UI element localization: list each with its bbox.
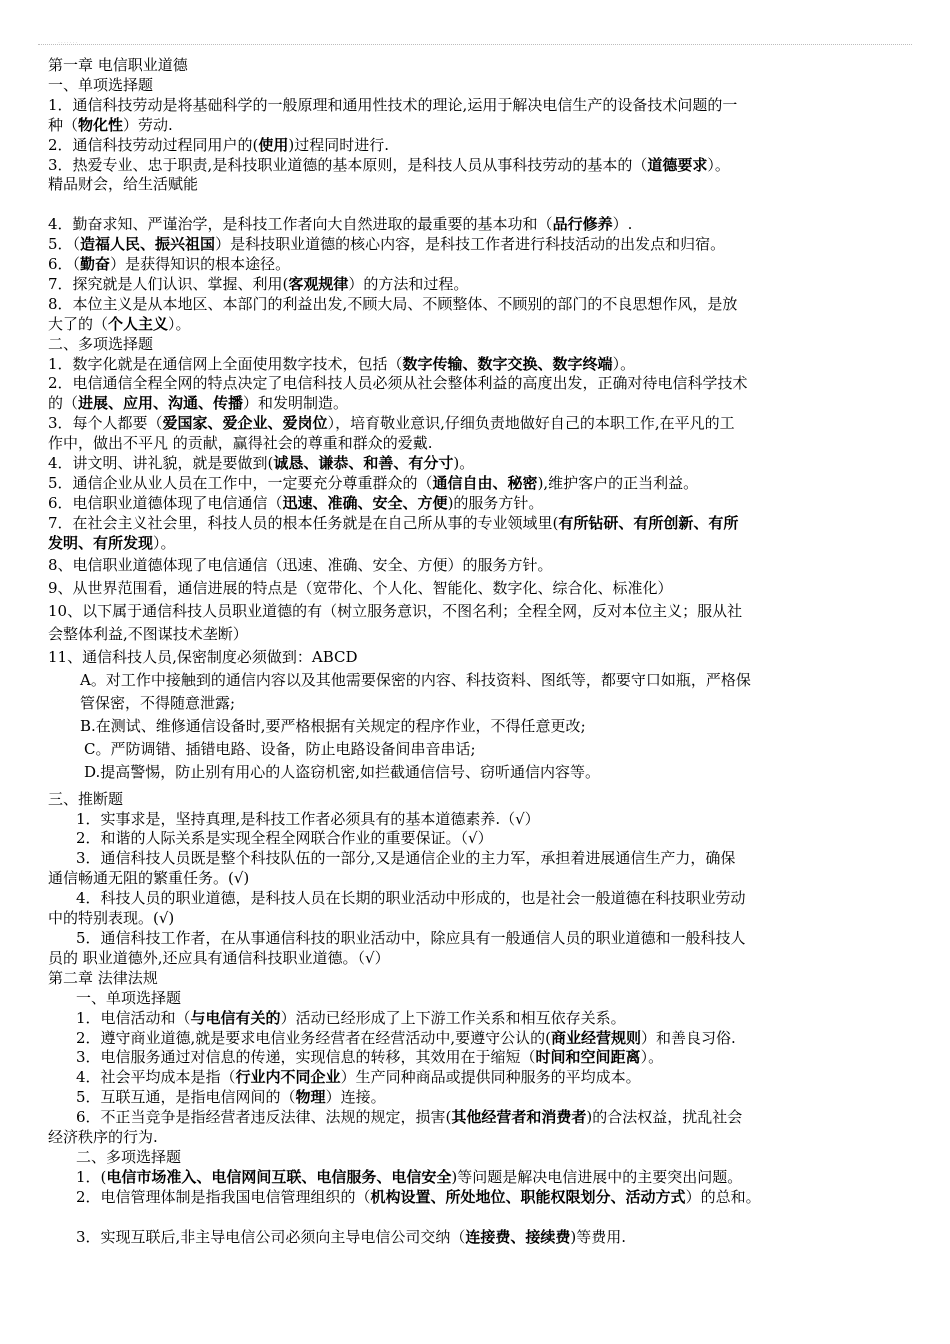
text-segment: 4．科技人员的职业道德，是科技人员在长期的职业活动中形成的，也是社会一般道德在科技职业劳动 bbox=[76, 889, 746, 908]
text-segment: 作中，做出不平凡 的贡献，赢得社会的尊重和群众的爱戴. bbox=[48, 434, 433, 453]
text-segment: ）是获得知识的根本途径。 bbox=[110, 255, 291, 274]
text-segment: 8、电信职业道德体现了电信通信（迅速、准确、安全、方便）的服务方针。 bbox=[48, 555, 553, 574]
text-segment: 大了的（ bbox=[48, 314, 109, 333]
text-line bbox=[48, 394, 908, 414]
text-segment: 一、单项选择题 bbox=[76, 988, 182, 1007]
text-line bbox=[48, 116, 908, 136]
text-line bbox=[48, 1128, 908, 1148]
text-segment: 管保密，不得随意泄露; bbox=[80, 693, 236, 712]
text-segment: ）连接。 bbox=[325, 1088, 386, 1107]
text-segment: 种（ bbox=[48, 115, 79, 134]
text-line bbox=[48, 1228, 908, 1248]
answer-text: 有所钻研、有所创新、有所 bbox=[558, 513, 739, 532]
text-line bbox=[48, 949, 908, 969]
answer-text: 物化性 bbox=[78, 115, 124, 134]
text-segment: 2．遵守商业道德,就是要求电信业务经营者在经营活动中,要遵守公认的( bbox=[76, 1028, 551, 1047]
text-line bbox=[48, 554, 908, 577]
text-segment: 员的 职业道德外,还应具有通信科技职业道德。（√） bbox=[48, 948, 390, 967]
text-segment: 3．实现互联后,非主导电信公司必须向主导电信公司交纳（ bbox=[76, 1227, 466, 1246]
answer-text: 造福人民、振兴祖国 bbox=[80, 235, 216, 254]
text-segment: ）. bbox=[612, 215, 633, 234]
answer-text: 迅速、准确、安全、方便 bbox=[282, 493, 448, 512]
text-segment: 2．电信管理体制是指我国电信管理组织的（ bbox=[76, 1187, 371, 1206]
text-segment: ）活动已经形成了上下游工作关系和相互依存关系。 bbox=[280, 1008, 626, 1027]
text-line bbox=[48, 969, 908, 989]
text-segment: 5．通信科技工作者，在从事通信科技的职业活动中，除应具有一般通信人员的职业道德和一般科技人 bbox=[76, 928, 746, 947]
text-line bbox=[48, 175, 908, 195]
text-segment: 一、单项选择题 bbox=[48, 75, 154, 94]
text-line bbox=[48, 761, 908, 784]
text-segment: 6．电信职业道德体现了电信通信（ bbox=[48, 493, 283, 512]
text-segment: )等问题是解决电信进展中的主要突出问题。 bbox=[451, 1167, 743, 1186]
text-segment: ）的总和。 bbox=[685, 1187, 761, 1206]
answer-text: 连接费、接续费 bbox=[465, 1227, 571, 1246]
text-line bbox=[48, 414, 908, 434]
answer-text: 机构设置、所处地位、职能权限划分、活动方式 bbox=[370, 1187, 686, 1206]
text-line bbox=[48, 909, 908, 929]
text-line bbox=[48, 810, 908, 830]
answer-text: 电信市场准入、电信网间互联、电信服务、电信安全 bbox=[106, 1167, 452, 1186]
text-segment: ）。 bbox=[612, 354, 636, 373]
text-segment: 二、多项选择题 bbox=[76, 1147, 182, 1166]
text-line bbox=[48, 474, 908, 494]
text-segment: ）。 bbox=[640, 1048, 664, 1067]
text-line bbox=[48, 514, 908, 534]
text-line bbox=[48, 255, 908, 275]
text-segment: A。对工作中接触到的通信内容以及其他需要保密的内容、科技资料、图纸等，都要守口如瓶，严格保 bbox=[80, 670, 751, 689]
text-line bbox=[48, 1068, 908, 1088]
text-line bbox=[48, 96, 908, 116]
text-line bbox=[48, 577, 908, 600]
text-line bbox=[48, 1188, 908, 1208]
text-segment: )。 bbox=[453, 454, 475, 473]
text-segment: ）生产同种商品或提供同种服务的平均成本。 bbox=[340, 1068, 641, 1087]
answer-text: 个人主义 bbox=[108, 314, 169, 333]
text-segment: 的（ bbox=[48, 394, 79, 413]
text-segment: 二、多项选择题 bbox=[48, 334, 154, 353]
text-line bbox=[48, 494, 908, 514]
text-segment: 精品财会，给生活赋能 bbox=[48, 175, 199, 194]
text-segment: 6．（ bbox=[48, 255, 81, 274]
answer-text: 与电信有关的 bbox=[190, 1008, 281, 1027]
text-segment: 5．（ bbox=[48, 235, 81, 254]
text-segment: 2．通信科技劳动过程同用户的( bbox=[48, 135, 259, 154]
text-segment: 7．在社会主义社会里，科技人员的根本任务就是在自己所从事的专业领域里( bbox=[48, 513, 559, 532]
answer-text: 诚恳、谦恭、和善、有分寸 bbox=[273, 454, 454, 473]
text-segment: 3．热爱专业、忠于职责,是科技职业道德的基本原则，是科技人员从事科技劳动的基本的（ bbox=[48, 155, 648, 174]
answer-text: 进展、应用、沟通、传播 bbox=[78, 394, 244, 413]
text-segment: ）劳动. bbox=[123, 115, 173, 134]
text-segment: ）和善良习俗. bbox=[640, 1028, 736, 1047]
text-line bbox=[48, 1009, 908, 1029]
text-segment: 1．电信活动和（ bbox=[76, 1008, 191, 1027]
answer-text: 时间和空间距离 bbox=[535, 1048, 641, 1067]
text-line bbox=[48, 355, 908, 375]
text-segment: 1．数字化就是在通信网上全面使用数字技术，包括（ bbox=[48, 354, 403, 373]
text-segment: 经济秩序的行为. bbox=[48, 1128, 158, 1147]
text-line bbox=[48, 136, 908, 156]
text-line bbox=[48, 849, 908, 869]
text-segment: ），培育敬业意识,仔细负责地做好自己的本职工作,在平凡的工 bbox=[327, 414, 735, 433]
text-segment: 1．实事求是，坚持真理,是科技工作者必须具有的基本道德素养.（√） bbox=[76, 809, 540, 828]
text-line bbox=[48, 374, 908, 394]
answer-text: 爱国家、爱企业、爱岗位 bbox=[162, 414, 328, 433]
text-line bbox=[48, 715, 908, 738]
text-line bbox=[48, 454, 908, 474]
text-line bbox=[48, 315, 908, 335]
text-line bbox=[48, 275, 908, 295]
text-segment: 11、通信科技人员,保密制度必须做到：ABCD bbox=[48, 647, 358, 666]
text-segment: 3．电信服务通过对信息的传递，实现信息的转移，其效用在于缩短（ bbox=[76, 1048, 536, 1067]
text-segment: )的服务方针。 bbox=[447, 493, 544, 512]
text-line bbox=[48, 929, 908, 949]
text-line bbox=[48, 156, 908, 176]
text-segment: 3．每个人都要（ bbox=[48, 414, 163, 433]
answer-text: 道德要求 bbox=[647, 155, 708, 174]
answer-text: 通信自由、秘密 bbox=[432, 474, 538, 493]
text-segment: 通信畅通无阻的繁重任务。(√) bbox=[48, 869, 250, 888]
text-segment: 2．和谐的人际关系是实现全程全网联合作业的重要保证。（√） bbox=[76, 829, 493, 848]
text-line bbox=[48, 534, 908, 554]
answer-text: 其他经营者和消费者 bbox=[451, 1108, 587, 1127]
text-segment: 4．讲文明、讲礼貌，就是要做到( bbox=[48, 454, 274, 473]
text-line bbox=[48, 295, 908, 315]
text-line bbox=[48, 600, 908, 623]
text-segment: ）。 bbox=[168, 314, 191, 333]
text-line bbox=[48, 235, 908, 255]
text-line bbox=[48, 738, 908, 761]
text-line bbox=[48, 829, 908, 849]
text-line bbox=[48, 1108, 908, 1128]
text-segment: 10、以下属于通信科技人员职业道德的有（树立服务意识，不图名利；全程全网，反对本位主义；服从社 bbox=[48, 601, 743, 620]
text-line bbox=[48, 335, 908, 355]
text-segment: 1．通信科技劳动是将基础科学的一般原理和通用性技术的理论,运用于解决电信生产的设备技术问题的一 bbox=[48, 95, 738, 114]
text-segment: ）。 bbox=[707, 155, 730, 174]
text-line bbox=[48, 215, 908, 235]
text-segment: ）的方法和过程。 bbox=[348, 274, 469, 293]
answer-text: 使用 bbox=[258, 135, 289, 154]
answer-text: 数字传输、数字交换、数字终端 bbox=[402, 354, 613, 373]
text-line bbox=[48, 692, 908, 715]
blank-line bbox=[48, 1208, 908, 1228]
text-line bbox=[48, 1088, 908, 1108]
text-line bbox=[48, 56, 908, 76]
text-line bbox=[48, 1029, 908, 1049]
answer-text: 行业内不同企业 bbox=[235, 1068, 341, 1087]
text-segment: )过程同时进行. bbox=[288, 135, 390, 154]
answer-text: 商业经营规则 bbox=[550, 1028, 641, 1047]
header-rule bbox=[38, 44, 912, 45]
text-segment: 9、从世界范围看，通信进展的特点是（宽带化、个人化、智能化、数字化、综合化、标准化） bbox=[48, 578, 673, 597]
text-segment: 4．勤奋求知、严谨治学，是科技工作者向大自然进取的最重要的基本功和（ bbox=[48, 215, 553, 234]
text-segment: 2．电信通信全程全网的特点决定了电信科技人员必须从社会整体利益的高度出发，正确对待电信科学技术 bbox=[48, 374, 748, 393]
text-segment: 5．通信企业从业人员在工作中，一定要充分尊重群众的（ bbox=[48, 474, 433, 493]
answer-text: 客观规律 bbox=[288, 274, 349, 293]
text-line bbox=[48, 1148, 908, 1168]
document-body bbox=[48, 56, 908, 1247]
text-segment: )等费用. bbox=[570, 1227, 626, 1246]
answer-text: 发明、有所发现 bbox=[48, 533, 154, 552]
text-segment: C。严防调错、插错电路、设备，防止电路设备间串音串话; bbox=[84, 739, 476, 758]
text-line bbox=[48, 790, 908, 810]
text-segment: 4．社会平均成本是指（ bbox=[76, 1068, 236, 1087]
text-line bbox=[48, 434, 908, 454]
text-segment: 5．互联互通，是指电信网间的（ bbox=[76, 1088, 296, 1107]
text-line bbox=[48, 869, 908, 889]
text-segment: )的合法权益，扰乱社会 bbox=[586, 1108, 743, 1127]
text-segment: ）是科技职业道德的核心内容，是科技工作者进行科技活动的出发点和归宿。 bbox=[215, 235, 726, 254]
text-line bbox=[48, 646, 908, 669]
text-segment: B.在测试、维修通信设备时,要严格根据有关规定的程序作业，不得任意更改; bbox=[80, 716, 586, 735]
text-segment: ）和发明制造。 bbox=[243, 394, 349, 413]
text-segment: D.提高警惕，防止别有用心的人盗窃机密,如拦截通信信号、窃听通信内容等。 bbox=[84, 762, 601, 781]
text-segment: ),维护客户的正当利益。 bbox=[537, 474, 699, 493]
text-line bbox=[48, 989, 908, 1009]
answer-text: 品行修养 bbox=[552, 215, 613, 234]
text-segment: 三、推断题 bbox=[48, 789, 124, 808]
text-line bbox=[48, 669, 908, 692]
text-segment: 1．( bbox=[76, 1167, 107, 1186]
blank-line bbox=[48, 195, 908, 215]
text-line bbox=[48, 623, 908, 646]
text-segment: ）。 bbox=[153, 533, 176, 552]
text-line bbox=[48, 1048, 908, 1068]
text-segment: 第一章 电信职业道德 bbox=[48, 56, 188, 74]
text-segment: 7．探究就是人们认识、掌握、利用( bbox=[48, 274, 289, 293]
text-segment: 8．本位主义是从本地区、本部门的利益出发,不顾大局、不顾整体、不顾别的部门的不良思想作风，是放 bbox=[48, 294, 738, 313]
text-line bbox=[48, 1168, 908, 1188]
text-line bbox=[48, 889, 908, 909]
text-segment: 会整体利益,不图谋技术垄断） bbox=[48, 624, 248, 643]
answer-text: 勤奋 bbox=[80, 255, 111, 274]
answer-text: 物理 bbox=[295, 1088, 326, 1107]
text-segment: 中的特别表现。(√) bbox=[48, 909, 175, 928]
text-line bbox=[48, 76, 908, 96]
header-mark: ······· bbox=[58, 40, 79, 47]
text-segment: 3．通信科技人员既是整个科技队伍的一部分,又是通信企业的主力军，承担着进展通信生产力，确保 bbox=[76, 849, 736, 868]
text-segment: 第二章 法律法规 bbox=[48, 968, 158, 987]
text-segment: 6．不正当竞争是指经营者违反法律、法规的规定，损害( bbox=[76, 1108, 452, 1127]
